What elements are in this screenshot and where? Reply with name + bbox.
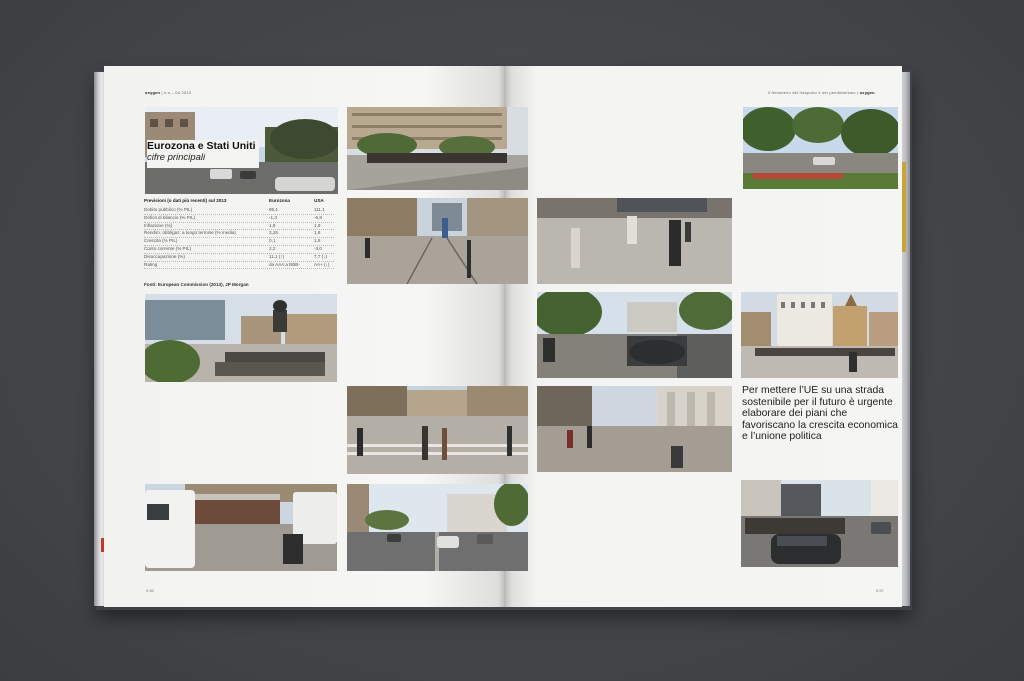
table-row	[144, 207, 334, 215]
photo-busy-intersection	[741, 480, 898, 567]
row-usa: -6,8	[314, 214, 322, 220]
title-box	[147, 140, 259, 168]
row-eurozona: da AAA a BBB-	[269, 261, 300, 267]
row-usa: 1,9	[314, 222, 321, 228]
row-label: Crescita (% PIL)	[144, 238, 178, 244]
photo-equestrian-statue-square	[145, 294, 337, 382]
photo-historic-building-square	[741, 292, 898, 378]
row-eurozona: 3,25	[269, 230, 278, 236]
right-folio: 0.57	[876, 588, 884, 593]
photo-pedestrian-crossing	[347, 386, 528, 474]
row-label: Debito pubblico (% PIL)	[144, 207, 193, 212]
row-usa: 1,8	[314, 230, 321, 236]
left-folio: 0.56	[146, 588, 154, 593]
row-usa: 1,9	[314, 238, 321, 244]
table-row	[144, 254, 334, 262]
row-label: Deficit di bilancio (% PIL)	[144, 214, 196, 220]
photo-paved-square	[537, 198, 732, 284]
table-header	[144, 198, 334, 207]
table-row	[144, 238, 334, 246]
row-usa: 111,1	[314, 207, 325, 212]
left-running-head: oxygen | n.o – 04 2013	[145, 90, 192, 95]
page-subtitle: cifre principali	[147, 152, 206, 163]
row-label: Inflazione (%)	[144, 222, 173, 228]
photo-shopping-arcade-street	[537, 386, 732, 472]
table-row	[144, 246, 334, 254]
row-label: Rating	[144, 261, 158, 267]
row-eurozona: 95,1	[269, 207, 278, 212]
row-label: Conto corrente (% PIL)	[144, 245, 191, 251]
table-header-usa: USA	[314, 198, 324, 203]
row-eurozona: 2,2	[269, 245, 276, 251]
gold-tab	[902, 162, 906, 252]
table-source: Fonti: European Commission (2013), JP Morgan	[144, 282, 249, 287]
photo-plaza-with-crowd	[347, 107, 528, 190]
row-label: Rendim. obbligaz. a lungo termine (% media)	[144, 230, 236, 236]
table-row	[144, 215, 334, 223]
forecast-table	[144, 198, 334, 269]
row-eurozona: -1,3	[269, 214, 277, 220]
photo-market-stalls-vans	[145, 484, 337, 571]
table-row	[144, 230, 334, 238]
table-header-label: Previsioni (o dati più recenti) sul 2013	[144, 198, 227, 203]
pull-quote: Per mettere l’UE su una strada sostenibile per il futuro è urgente elaborare dei piani che favoriscano la crescita economica e l’unione politica	[742, 385, 898, 443]
table-header-eurozona: Eurozona	[269, 198, 290, 203]
row-eurozona: 0,1	[269, 238, 276, 244]
table-row	[144, 223, 334, 231]
photo-tram-track-street	[347, 198, 528, 284]
row-eurozona: 1,8	[269, 222, 276, 228]
photo-avenue-with-cars	[347, 484, 528, 571]
photo-bicycle-parking-street	[537, 292, 732, 378]
table-row	[144, 262, 334, 270]
row-label: Disoccupazione (%)	[144, 253, 185, 259]
row-eurozona: 11,1 (↑)	[269, 253, 285, 259]
row-usa: -3,0	[314, 245, 322, 251]
photo-park-with-trees	[743, 107, 898, 189]
row-usa: AA+ (↓)	[314, 261, 330, 267]
page-title: Eurozona e Stati Uniti	[147, 140, 256, 152]
right-running-head: il fenomeno del trasporto e del pendolarismo | oxygen	[768, 90, 875, 95]
row-usa: 7,7 (↓)	[314, 253, 328, 259]
